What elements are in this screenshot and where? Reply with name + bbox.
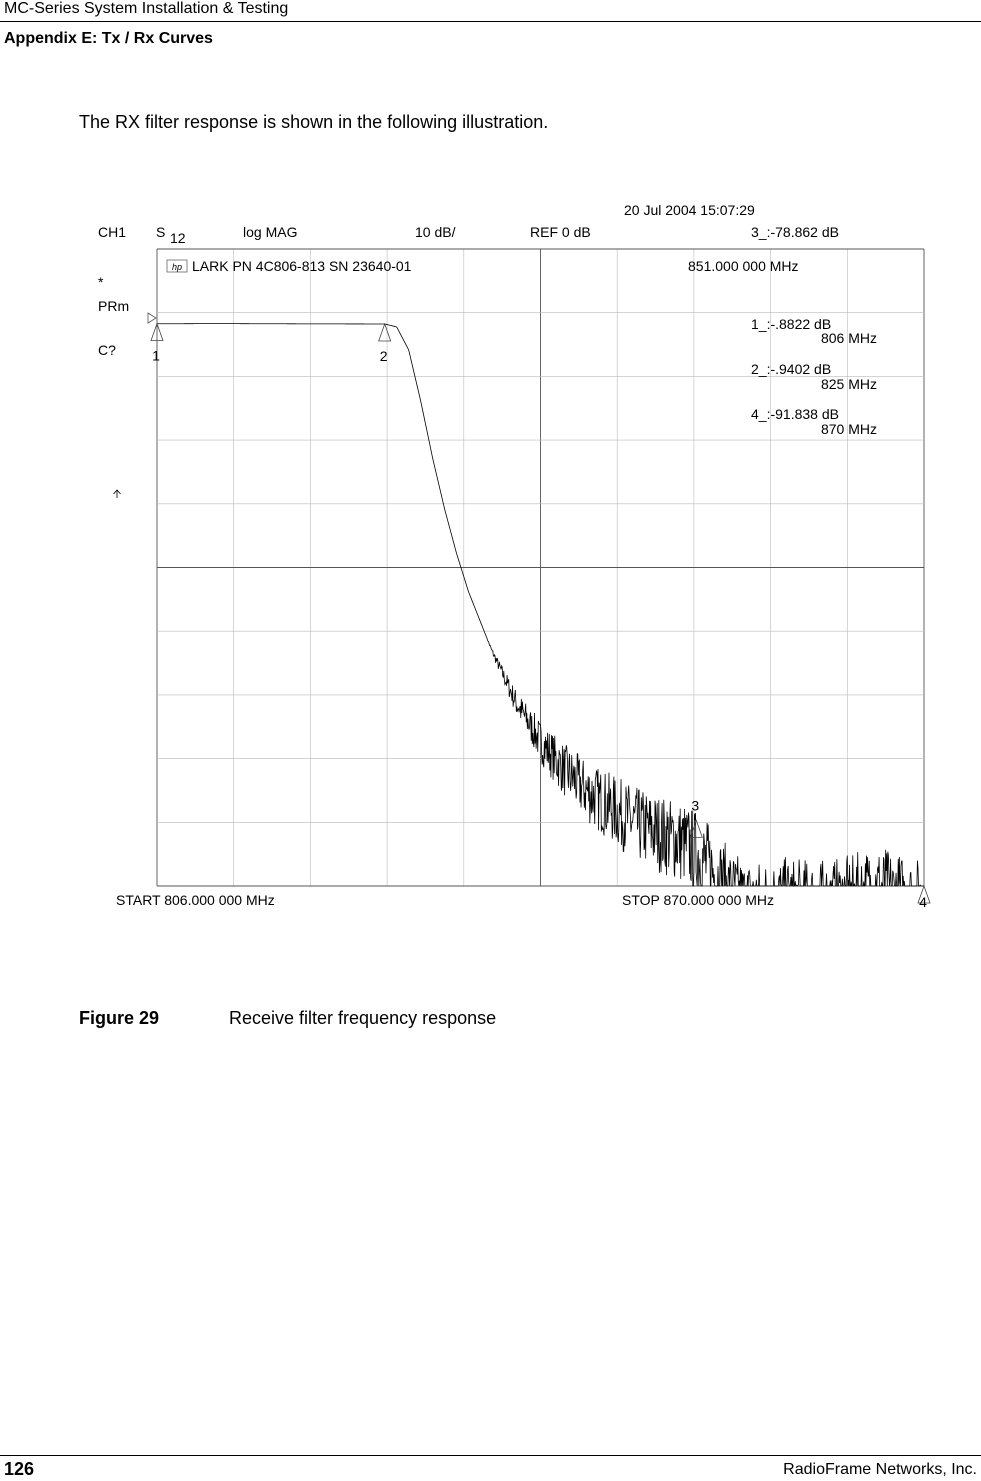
marker-readout-2	[751, 361, 877, 392]
left-label-star: *	[98, 274, 104, 290]
marker-label: 3	[691, 797, 700, 814]
header-rule	[0, 21, 981, 22]
device-label	[167, 258, 412, 274]
figure-number: Figure 29	[79, 1008, 160, 1028]
reference-pointer-icon	[148, 313, 156, 323]
figure-caption: Receive filter frequency response	[229, 1008, 497, 1028]
intro-paragraph: The RX filter response is shown in the following illustration.	[79, 112, 549, 132]
running-header-section: Appendix E: Tx / Rx Curves	[4, 30, 213, 47]
marker-4-freq: 870 MHz	[820, 421, 877, 437]
active-marker-readout: 3_:-78.862 dB	[751, 224, 839, 240]
marker-triangle-icon	[379, 324, 391, 341]
up-arrow-icon	[114, 490, 121, 498]
network-analyzer-plot	[0, 190, 981, 930]
param-subscript: 12	[170, 230, 186, 246]
marker-label: 2	[379, 347, 388, 364]
device-label-text: LARK PN 4C806-813 SN 23640-01	[192, 258, 412, 274]
param-label: S	[156, 224, 166, 240]
marker-2	[379, 324, 391, 364]
left-label-c: C?	[98, 342, 116, 358]
running-header-title: MC-Series System Installation & Testing	[4, 0, 289, 17]
active-marker-frequency: 851.000 000 MHz	[688, 258, 799, 274]
marker-4-value: 4_:-91.838 dB	[751, 406, 839, 422]
footer-company: RadioFrame Networks, Inc.	[783, 1461, 977, 1478]
format-label: log MAG	[243, 224, 298, 240]
marker-readout-4	[751, 406, 877, 437]
marker-4	[918, 886, 930, 910]
reference-label: REF 0 dB	[530, 224, 591, 240]
marker-label: 4	[919, 894, 927, 910]
marker-1-value: 1_:-.8822 dB	[751, 316, 832, 332]
start-frequency-label: START 806.000 000 MHz	[116, 892, 275, 908]
marker-readout-1	[751, 316, 877, 346]
left-label-prm: PRm	[98, 298, 130, 314]
marker-1-freq: 806 MHz	[820, 330, 877, 346]
channel-label: CH1	[98, 224, 127, 240]
stop-frequency-label: STOP 870.000 000 MHz	[622, 892, 775, 908]
footer-rule	[0, 1455, 981, 1456]
hp-logo-text: hp	[171, 262, 183, 272]
scale-label: 10 dB/	[415, 224, 456, 240]
marker-label: 1	[152, 347, 160, 364]
timestamp: 20 Jul 2004 15:07:29	[624, 202, 755, 218]
marker-2-freq: 825 MHz	[820, 376, 877, 392]
plot-grid	[157, 249, 924, 886]
marker-2-value: 2_:-.9402 dB	[751, 361, 832, 377]
page-number: 126	[4, 1459, 35, 1479]
